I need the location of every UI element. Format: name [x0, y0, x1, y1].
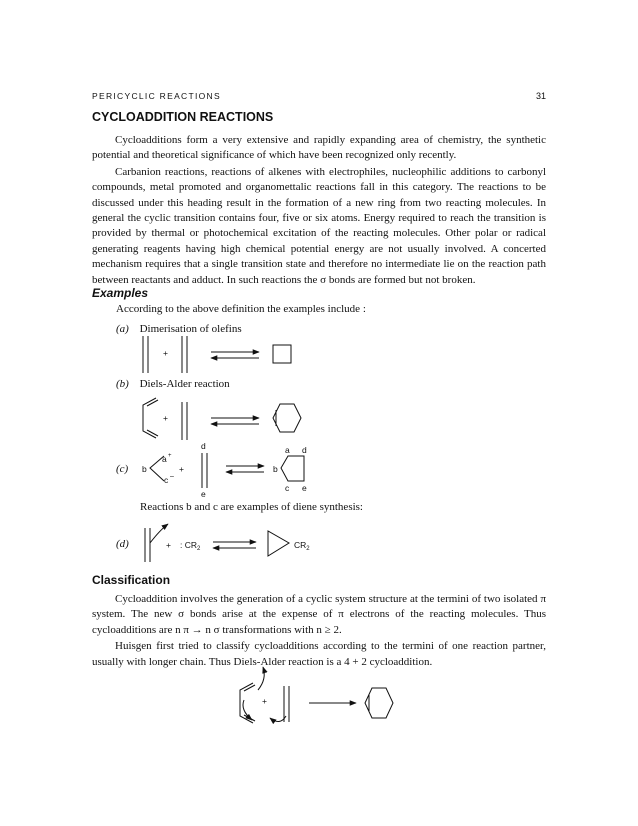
classification-paragraph-2: Huisgen first tried to classify cycloadditions according to the termini of one reaction partner, usually with longer chain. Thus Diels-Alder reaction is a 4 + 2 cycloaddition. — [92, 640, 546, 668]
examples-heading: Examples — [92, 286, 149, 300]
page-number: 31 — [535, 91, 546, 101]
diene-b-double2 — [147, 430, 158, 436]
five-membered-ring-c — [281, 456, 304, 481]
product-label-b: b — [273, 464, 278, 474]
product-label-e: e — [302, 483, 307, 493]
product-label-c: c — [285, 483, 290, 493]
section-title: CYCLOADDITION REACTIONS — [92, 110, 274, 124]
huisgen-diagram — [240, 667, 393, 723]
diene-b-double1 — [147, 400, 158, 406]
product-label-d: d — [302, 445, 307, 455]
electron-arrow-h1 — [258, 667, 264, 690]
cyclobutane-ring — [273, 345, 291, 363]
plus-d: + — [166, 540, 171, 550]
classification-paragraph-1: Cycloaddition involves the generation of a cyclic system structure at the termini of two isolated π system. The new σ bonds arise at the expense of π electrons of the reacting molecules. Thus cycloadditions are n π → n σ transformations with n ≥ 2. — [92, 593, 546, 636]
classification-heading: Classification — [92, 573, 171, 587]
diene-h-double1 — [244, 685, 255, 691]
plus-c: + — [179, 464, 184, 474]
label-c-a: a — [162, 454, 167, 464]
cyclohexene-ring-b — [273, 404, 301, 432]
intro-paragraph-2: Carbanion reactions, reactions of alkenes with electrophiles, nucleophilic additions to carbonyl compounds, metal promoted and organomettalic reactions fall in this category. The reactions to be discussed under this heading result in the formation of a new ring from two reacting molecules. In general the cyclic transition contains four, five or six atoms. Energy required to reach the transition is provided by thermal or photochemical excitation of the reacting molecules. Other polar or radical generating reagents having high chemical potential energy are not usually involved. A concerted mechanism requires that a single transition state and therefore no intermediate lie on the reaction path between reactants and adduct. In such reactions the σ bonds are formed but not broken. — [92, 165, 546, 286]
reaction-c — [150, 453, 304, 488]
label-c-b: b — [142, 464, 147, 474]
example-a-text: Dimerisation of olefins — [139, 323, 242, 335]
example-b-text: Diels-Alder reaction — [139, 378, 230, 390]
diene-b — [143, 398, 156, 438]
cyclopropane-cr-label: $CR_2$ — [294, 540, 310, 552]
label-c-e: e — [201, 489, 206, 499]
product-label-a: a — [285, 445, 290, 455]
example-c-label: (c) — [116, 463, 129, 475]
label-c-c-charge: – — [170, 473, 174, 480]
example-d-label: (d) — [116, 538, 129, 550]
cyclopropane-ring-d — [268, 531, 289, 556]
running-header-title: PERICYCLIC REACTIONS — [92, 91, 221, 101]
examples-intro: According to the above definition the examples include : — [116, 303, 366, 315]
diene-h — [240, 683, 253, 723]
carbene-label: : $CR_2$ — [180, 540, 201, 552]
label-c-c: c — [164, 475, 169, 485]
plus-b: + — [163, 413, 168, 423]
label-c-a-charge: + — [168, 453, 172, 459]
diene-note: Reactions b and c are examples of diene synthesis: — [140, 501, 363, 513]
example-a-label: (a) — [116, 323, 129, 335]
plus-a: + — [163, 348, 168, 358]
example-b-label: (b) — [116, 378, 129, 390]
plus-h: + — [262, 696, 267, 706]
label-c-d: d — [201, 441, 206, 451]
intro-paragraph-1: Cycloadditions form a very extensive and rapidly expanding area of chemistry, the synthetic potential and theoretical significance of which have been recognized only recently. — [92, 134, 546, 162]
